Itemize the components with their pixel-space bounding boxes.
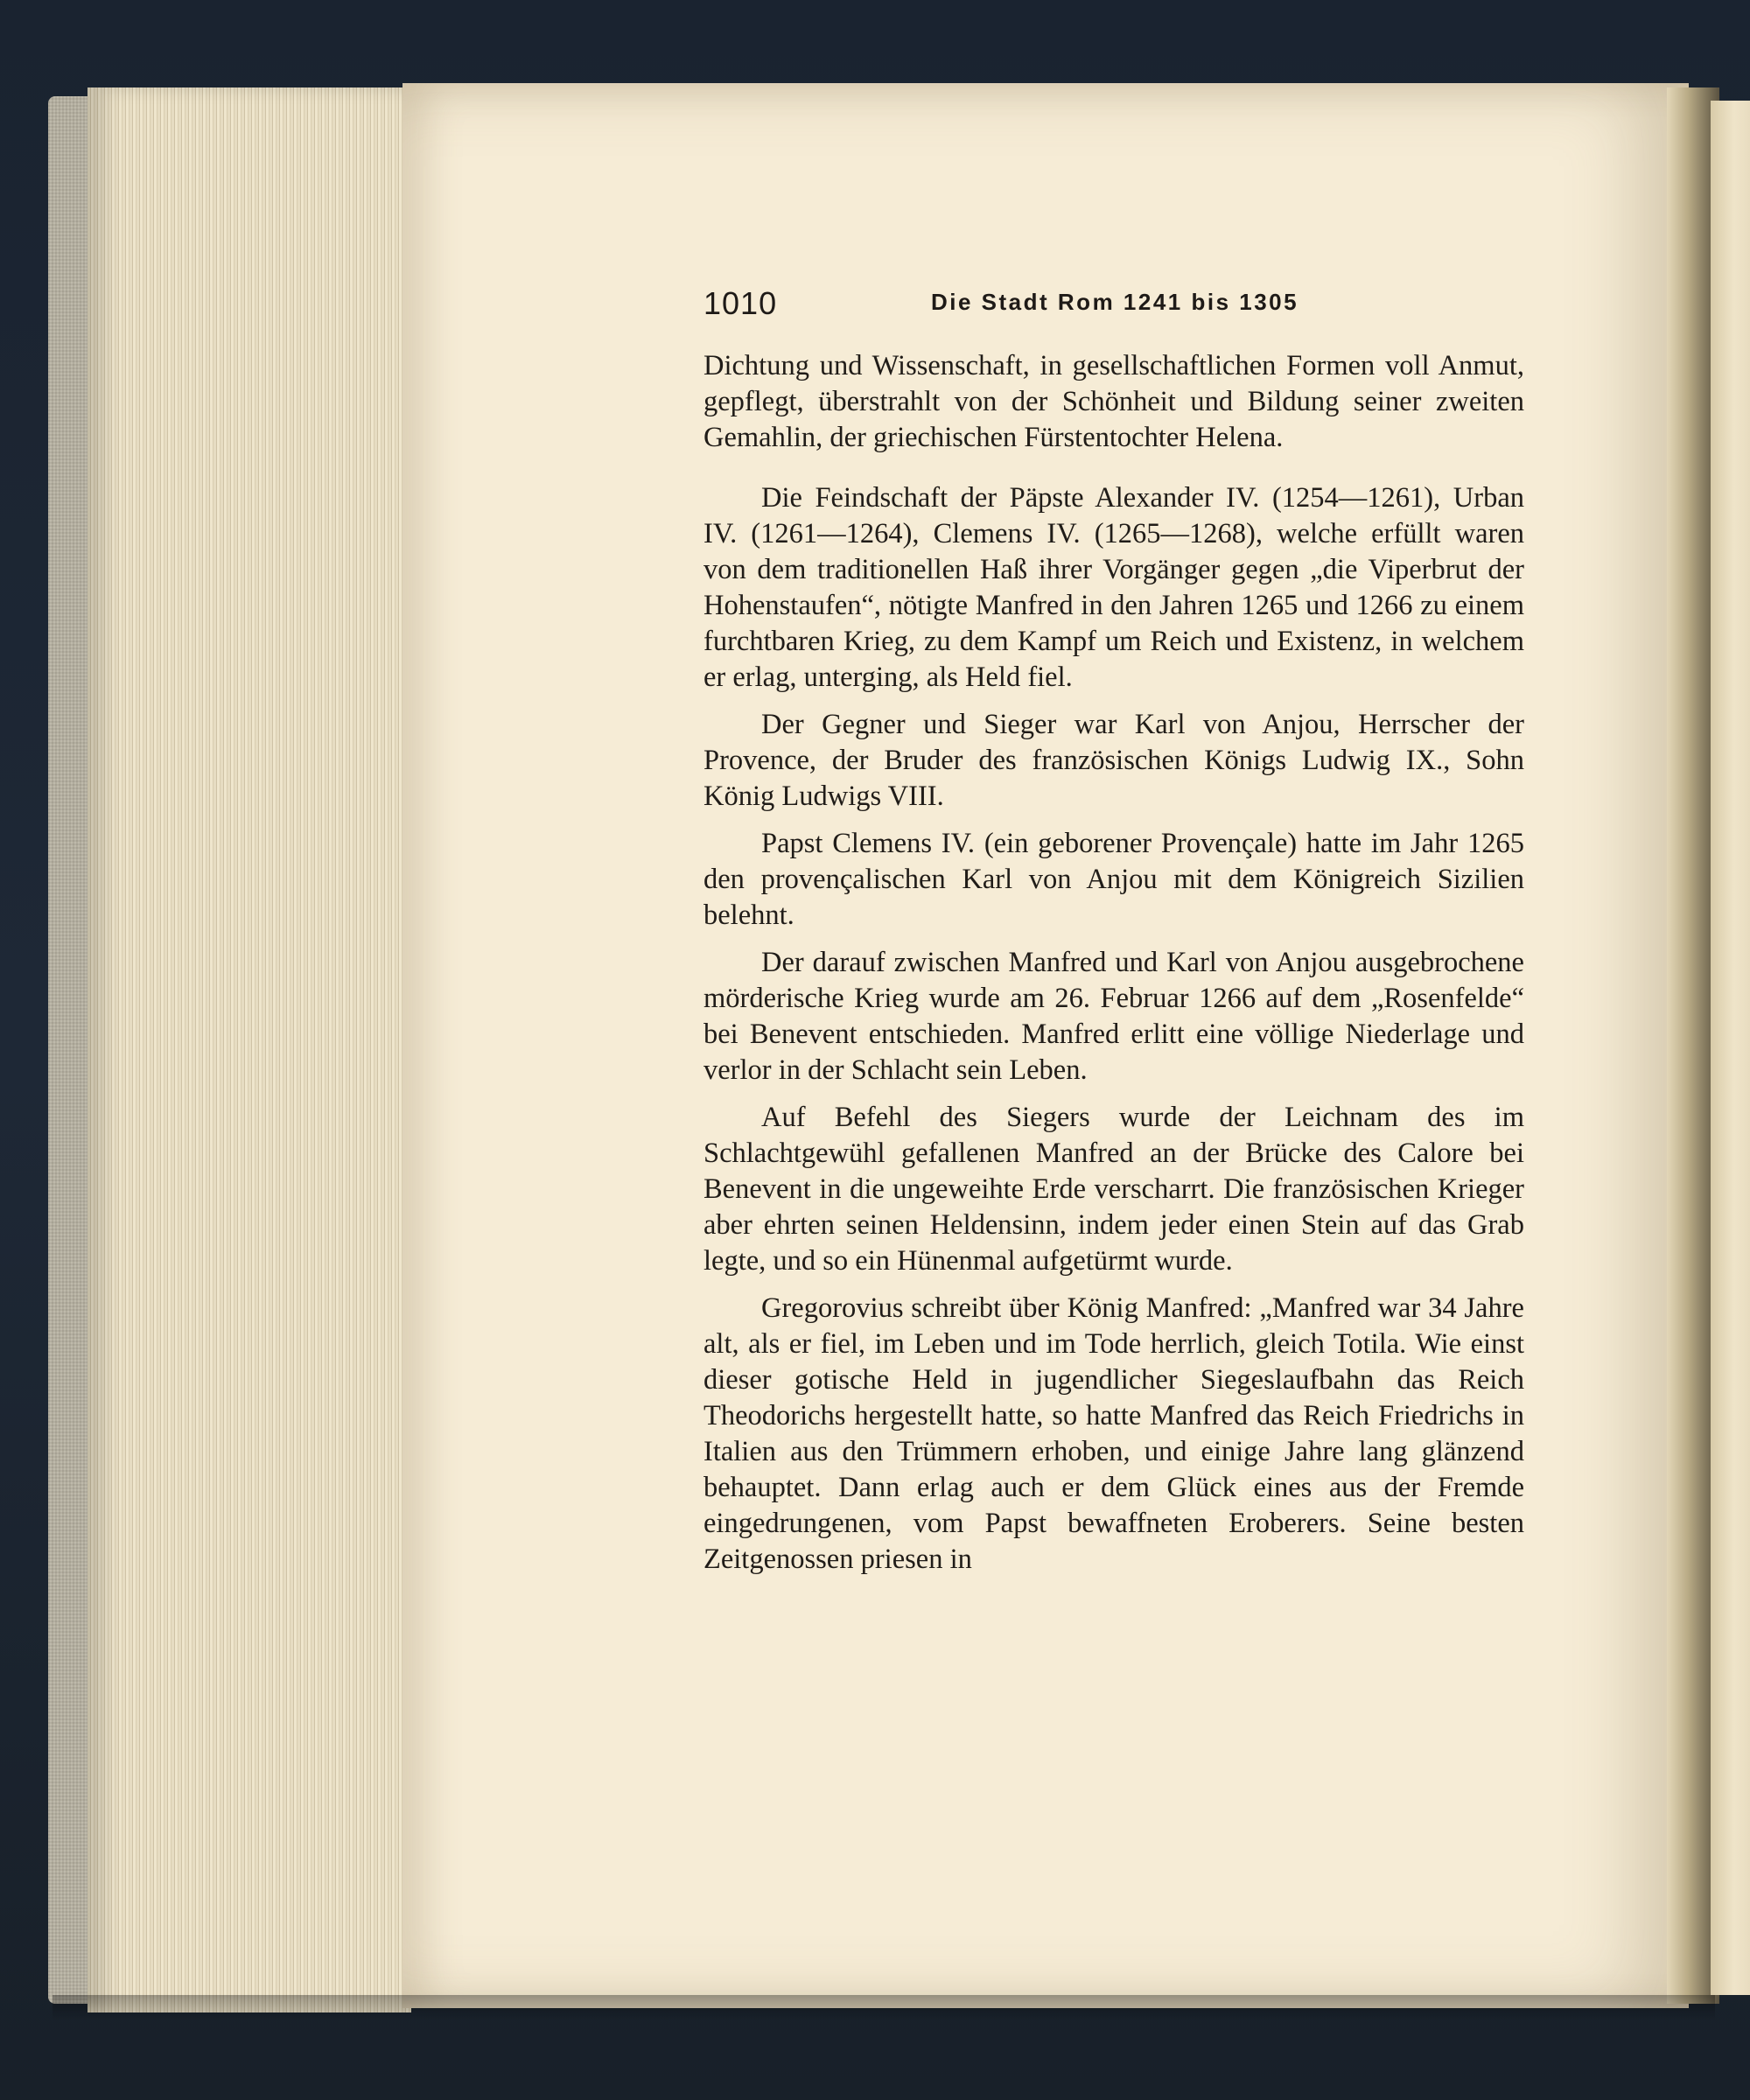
paragraph: Papst Clemens IV. (ein geborener Provençale) hatte im Jahr 1265 den provençalischen Karl von Anjou mit dem Königreich Sizilien belehnt.	[704, 828, 1524, 931]
facing-page-edge	[1711, 101, 1750, 1995]
paragraph: Auf Befehl des Siegers wurde der Leichnam des im Schlachtgewühl gefallenen Manfred an der Brücke des Calore bei Benevent in die ungeweihte Erde verscharrt. Die französischen Krieger aber ehrten seinen Heldensinn, indem jeder einen Stein auf das Grab legte, und so ein Hünenmal aufgetürmt wurde.	[704, 1102, 1524, 1277]
page-edges-stack	[88, 88, 411, 2012]
running-title: Die Stadt Rom 1241 bis 1305	[931, 289, 1299, 315]
paragraph: Dichtung und Wissenschaft, in gesellschaftlichen Formen voll Anmut, gepflegt, überstrahlt von der Schönheit und Bildung seiner zweiten Gemahlin, der griechischen Fürstentochter Helena.	[704, 350, 1524, 453]
paragraph: Der darauf zwischen Manfred und Karl von Anjou ausgebrochene mörderische Krieg wurde am 26. Februar 1266 auf dem „Rosenfelde“ bei Benevent entschieden. Manfred erlitt eine völlige Niederlage und verlor in der Schlacht sein Leben.	[704, 947, 1524, 1086]
paragraph: Die Feindschaft der Päpste Alexander IV. (1254—1261), Urban IV. (1261—1264), Clemens IV. (1265—1268), welche erfüllt waren von dem traditionellen Haß ihrer Vorgänger gegen „die Viperbrut der Hohenstaufen“, nötigte Manfred in den Jahren 1265 und 1266 zu einem furchtbaren Krieg, zu dem Kampf um Reich und Existenz, in welchem er erlag, unterging, als Held fiel.	[704, 482, 1524, 693]
paragraph: Gregorovius schreibt über König Manfred: „Manfred war 34 Jahre alt, als er fiel, im Leben und im Tode herrlich, gleich Totila. Wie einst dieser gotische Held in jugendlicher Siegeslaufbahn das Reich Theodorichs hergestellt hatte, so hatte Manfred das Reich Friedrichs in Italien aus den Trümmern erhoben, und einige Jahre lang glänzend behauptet. Dann erlag auch er dem Glück eines aus der Fremde eingedrungenen, vom Papst bewaffneten Eroberers. Seine besten Zeitgenossen priesen in	[704, 1292, 1524, 1575]
bottom-shadow	[52, 1995, 1715, 2021]
page-number: 1010	[704, 285, 778, 321]
paragraph: Der Gegner und Sieger war Karl von Anjou, Herrscher der Provence, der Bruder des französischen Königs Ludwig IX., Sohn König Ludwigs VIII.	[704, 709, 1524, 812]
running-header	[704, 285, 1526, 329]
body-text	[704, 348, 1524, 1578]
